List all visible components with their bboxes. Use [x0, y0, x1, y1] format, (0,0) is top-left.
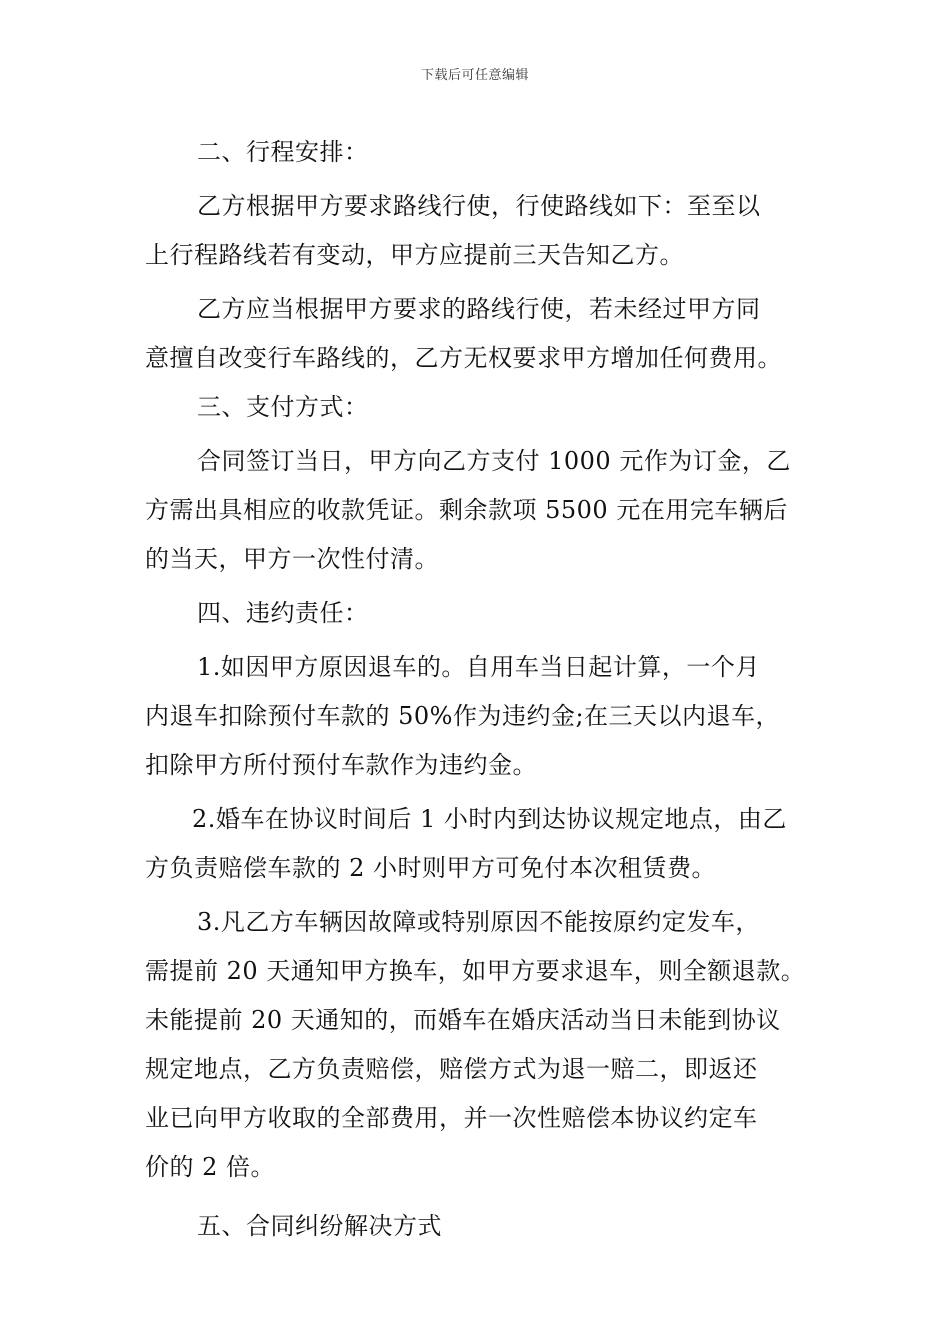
section-heading-liability: 四、违约责任：: [197, 599, 369, 627]
clause-line: 1.如因甲方原因退车的。自用车当日起计算，一个月: [197, 653, 760, 681]
paragraph-line: 合同签订当日，甲方向乙方支付 1000 元作为订金，乙: [197, 447, 791, 475]
paragraph-line: 的当天，甲方一次性付清。: [145, 545, 439, 573]
section-heading-itinerary: 二、行程安排：: [197, 138, 369, 166]
clause-line: 规定地点，乙方负责赔偿，赔偿方式为退一赔二，即返还: [145, 1055, 758, 1083]
clause-line: 价的 2 倍。: [145, 1153, 276, 1181]
section-heading-payment: 三、支付方式：: [197, 393, 369, 421]
paragraph-line: 意擅自改变行车路线的，乙方无权要求甲方增加任何费用。: [145, 344, 782, 372]
page-header: 下载后可任意编辑: [420, 68, 529, 83]
clause-line: 内退车扣除预付车款的 50%作为违约金;在三天以内退车，: [145, 702, 781, 730]
clause-line: 扣除甲方所付预付车款作为违约金。: [145, 751, 537, 779]
clause-line: 需提前 20 天通知甲方换车，如甲方要求退车，则全额退款。: [145, 957, 806, 985]
paragraph-line: 方需出具相应的收款凭证。剩余款项 5500 元在用完车辆后: [145, 496, 788, 524]
paragraph-line: 乙方根据甲方要求路线行使，行使路线如下：至至以: [197, 192, 761, 220]
clause-line: 方负责赔偿车款的 2 小时则甲方可免付本次租赁费。: [145, 854, 717, 882]
clause-line: 2.婚车在协议时间后 1 小时内到达协议规定地点，由乙: [192, 805, 787, 833]
document-body: [145, 128, 815, 1251]
clause-line: 业已向甲方收取的全部费用，并一次性赔偿本协议约定车: [145, 1104, 758, 1132]
section-heading-dispute: 五、合同纠纷解决方式: [197, 1212, 442, 1240]
paragraph-line: 乙方应当根据甲方要求的路线行使，若未经过甲方同: [197, 295, 761, 323]
clause-line: 3.凡乙方车辆因故障或特别原因不能按原约定发车，: [197, 908, 760, 936]
paragraph-line: 上行程路线若有变动，甲方应提前三天告知乙方。: [145, 241, 684, 269]
clause-line: 未能提前 20 天通知的，而婚车在婚庆活动当日未能到协议: [145, 1006, 781, 1034]
